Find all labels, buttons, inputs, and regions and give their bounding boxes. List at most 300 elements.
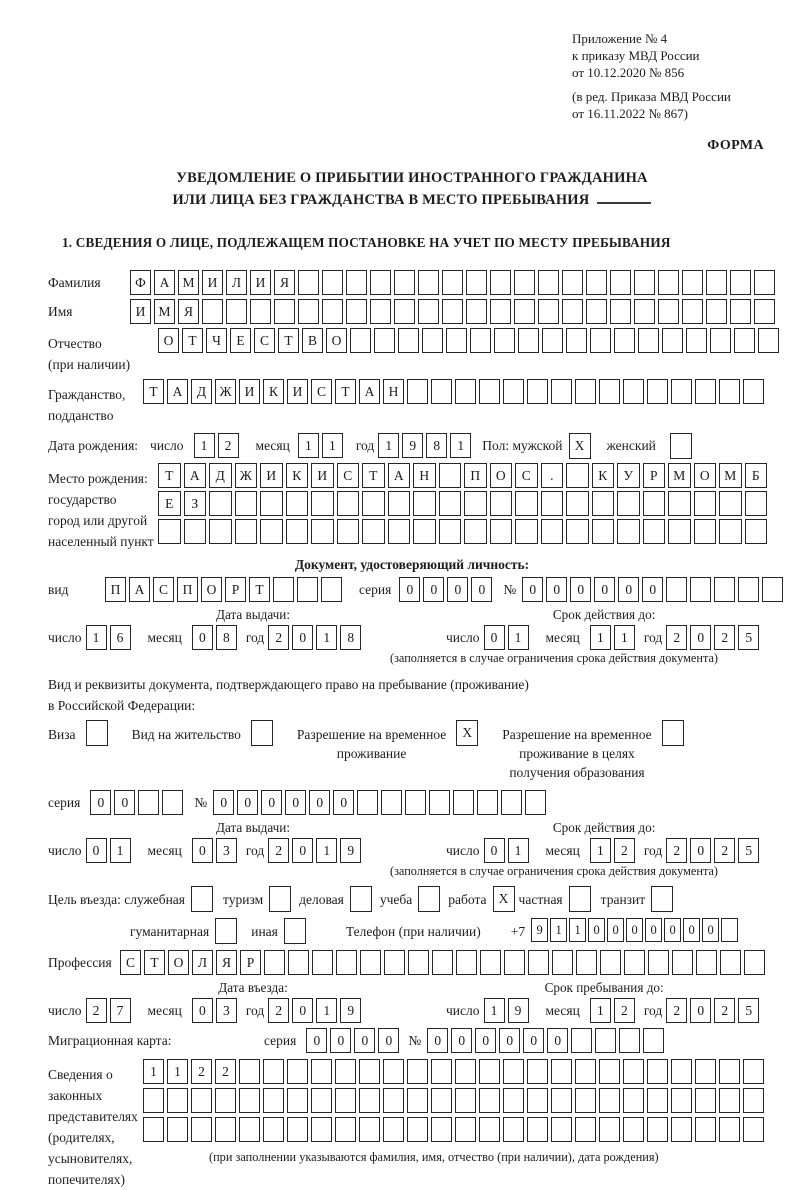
char-cell[interactable]: 1 xyxy=(484,998,505,1023)
char-cell[interactable]: 0 xyxy=(292,998,313,1023)
char-cell[interactable]: 0 xyxy=(475,1028,496,1053)
char-cell[interactable]: О xyxy=(201,577,222,602)
char-cell[interactable] xyxy=(456,950,477,975)
char-cell[interactable] xyxy=(322,299,343,324)
char-cell[interactable] xyxy=(719,1059,740,1084)
char-cell[interactable] xyxy=(672,950,693,975)
char-cell[interactable] xyxy=(527,1117,548,1142)
char-cell[interactable] xyxy=(682,270,703,295)
char-cell[interactable]: 0 xyxy=(86,838,107,863)
char-cell[interactable]: 0 xyxy=(292,625,313,650)
char-cell[interactable] xyxy=(599,379,620,404)
char-cell[interactable]: 2 xyxy=(714,998,735,1023)
char-cell[interactable] xyxy=(350,328,371,353)
char-cell[interactable]: 0 xyxy=(213,790,234,815)
char-cell[interactable] xyxy=(734,328,755,353)
char-cell[interactable] xyxy=(209,519,232,544)
char-cell[interactable] xyxy=(719,1117,740,1142)
char-cell[interactable] xyxy=(479,1059,500,1084)
char-cell[interactable] xyxy=(407,379,428,404)
char-cell[interactable]: 2 xyxy=(714,625,735,650)
char-cell[interactable]: С xyxy=(254,328,275,353)
char-cell[interactable]: С xyxy=(515,463,538,488)
char-cell[interactable] xyxy=(263,1059,284,1084)
char-cell[interactable]: И xyxy=(130,299,151,324)
char-cell[interactable]: 1 xyxy=(316,625,337,650)
char-cell[interactable] xyxy=(321,577,342,602)
char-cell[interactable]: 9 xyxy=(531,918,548,942)
char-cell[interactable] xyxy=(490,491,513,516)
char-cell[interactable]: 0 xyxy=(333,790,354,815)
char-cell[interactable]: 0 xyxy=(607,918,624,942)
char-cell[interactable] xyxy=(466,270,487,295)
char-cell[interactable]: 1 xyxy=(508,625,529,650)
char-cell[interactable] xyxy=(647,379,668,404)
char-cell[interactable]: 0 xyxy=(645,918,662,942)
char-cell[interactable] xyxy=(575,1088,596,1113)
char-cell[interactable] xyxy=(336,950,357,975)
char-cell[interactable] xyxy=(721,918,738,942)
char-cell[interactable]: С xyxy=(153,577,174,602)
char-cell[interactable] xyxy=(730,270,751,295)
purpose-humanitarian-checkbox[interactable] xyxy=(215,918,237,944)
char-cell[interactable]: 0 xyxy=(427,1028,448,1053)
char-cell[interactable] xyxy=(562,270,583,295)
char-cell[interactable] xyxy=(455,1059,476,1084)
char-cell[interactable] xyxy=(464,519,487,544)
char-cell[interactable] xyxy=(346,299,367,324)
char-cell[interactable]: 7 xyxy=(110,998,131,1023)
char-cell[interactable] xyxy=(514,299,535,324)
char-cell[interactable]: Ж xyxy=(215,379,236,404)
char-cell[interactable]: П xyxy=(105,577,126,602)
char-cell[interactable]: Т xyxy=(335,379,356,404)
char-cell[interactable]: Т xyxy=(249,577,270,602)
char-cell[interactable] xyxy=(743,1059,764,1084)
char-cell[interactable] xyxy=(357,790,378,815)
char-cell[interactable]: 3 xyxy=(216,998,237,1023)
char-cell[interactable] xyxy=(743,1088,764,1113)
char-cell[interactable]: А xyxy=(167,379,188,404)
char-cell[interactable] xyxy=(418,270,439,295)
char-cell[interactable]: 1 xyxy=(316,838,337,863)
char-cell[interactable] xyxy=(623,1117,644,1142)
char-cell[interactable] xyxy=(538,299,559,324)
char-cell[interactable]: 2 xyxy=(614,838,635,863)
char-cell[interactable]: Т xyxy=(158,463,181,488)
char-cell[interactable]: 2 xyxy=(215,1059,236,1084)
char-cell[interactable]: Р xyxy=(240,950,261,975)
char-cell[interactable] xyxy=(538,270,559,295)
char-cell[interactable] xyxy=(432,950,453,975)
char-cell[interactable] xyxy=(470,328,491,353)
char-cell[interactable]: 0 xyxy=(702,918,719,942)
char-cell[interactable] xyxy=(264,950,285,975)
char-cell[interactable] xyxy=(586,270,607,295)
char-cell[interactable] xyxy=(551,1059,572,1084)
char-cell[interactable] xyxy=(286,519,309,544)
char-cell[interactable]: И xyxy=(239,379,260,404)
char-cell[interactable] xyxy=(575,1059,596,1084)
char-cell[interactable]: 9 xyxy=(508,998,529,1023)
char-cell[interactable] xyxy=(407,1088,428,1113)
char-cell[interactable]: 9 xyxy=(340,998,361,1023)
char-cell[interactable] xyxy=(643,1028,664,1053)
char-cell[interactable]: 0 xyxy=(261,790,282,815)
char-cell[interactable] xyxy=(662,328,683,353)
char-cell[interactable]: К xyxy=(263,379,284,404)
char-cell[interactable]: 0 xyxy=(546,577,567,602)
char-cell[interactable]: С xyxy=(337,463,360,488)
char-cell[interactable]: 0 xyxy=(451,1028,472,1053)
char-cell[interactable]: Т xyxy=(143,379,164,404)
char-cell[interactable] xyxy=(479,1117,500,1142)
char-cell[interactable]: Н xyxy=(413,463,436,488)
char-cell[interactable] xyxy=(514,270,535,295)
char-cell[interactable] xyxy=(422,328,443,353)
char-cell[interactable] xyxy=(617,491,640,516)
purpose-transit-checkbox[interactable] xyxy=(651,886,673,912)
char-cell[interactable]: 1 xyxy=(550,918,567,942)
char-cell[interactable]: 0 xyxy=(423,577,444,602)
char-cell[interactable] xyxy=(671,1059,692,1084)
char-cell[interactable] xyxy=(288,950,309,975)
char-cell[interactable] xyxy=(666,577,687,602)
char-cell[interactable] xyxy=(312,950,333,975)
char-cell[interactable] xyxy=(695,1117,716,1142)
char-cell[interactable] xyxy=(745,491,768,516)
char-cell[interactable] xyxy=(623,1059,644,1084)
char-cell[interactable] xyxy=(479,379,500,404)
char-cell[interactable] xyxy=(235,491,258,516)
char-cell[interactable]: П xyxy=(464,463,487,488)
char-cell[interactable]: 0 xyxy=(90,790,111,815)
char-cell[interactable]: 1 xyxy=(590,625,611,650)
char-cell[interactable] xyxy=(528,950,549,975)
char-cell[interactable] xyxy=(388,519,411,544)
char-cell[interactable] xyxy=(359,1117,380,1142)
char-cell[interactable] xyxy=(337,519,360,544)
char-cell[interactable] xyxy=(696,950,717,975)
char-cell[interactable]: Е xyxy=(230,328,251,353)
char-cell[interactable] xyxy=(619,1028,640,1053)
char-cell[interactable]: О xyxy=(158,328,179,353)
char-cell[interactable] xyxy=(362,491,385,516)
char-cell[interactable] xyxy=(405,790,426,815)
char-cell[interactable] xyxy=(634,299,655,324)
char-cell[interactable]: 0 xyxy=(285,790,306,815)
char-cell[interactable] xyxy=(682,299,703,324)
char-cell[interactable] xyxy=(453,790,474,815)
char-cell[interactable] xyxy=(738,577,759,602)
char-cell[interactable]: 0 xyxy=(447,577,468,602)
char-cell[interactable] xyxy=(551,1088,572,1113)
char-cell[interactable] xyxy=(541,519,564,544)
char-cell[interactable]: Р xyxy=(225,577,246,602)
char-cell[interactable] xyxy=(592,519,615,544)
char-cell[interactable] xyxy=(527,379,548,404)
char-cell[interactable] xyxy=(184,519,207,544)
char-cell[interactable] xyxy=(658,270,679,295)
char-cell[interactable] xyxy=(515,519,538,544)
char-cell[interactable]: М xyxy=(178,270,199,295)
char-cell[interactable]: М xyxy=(668,463,691,488)
char-cell[interactable] xyxy=(167,1088,188,1113)
char-cell[interactable] xyxy=(745,519,768,544)
char-cell[interactable] xyxy=(695,1059,716,1084)
char-cell[interactable] xyxy=(648,950,669,975)
char-cell[interactable] xyxy=(503,1088,524,1113)
char-cell[interactable]: 2 xyxy=(666,838,687,863)
char-cell[interactable] xyxy=(439,463,462,488)
char-cell[interactable] xyxy=(744,950,765,975)
purpose-business-checkbox[interactable] xyxy=(350,886,372,912)
char-cell[interactable] xyxy=(503,1117,524,1142)
char-cell[interactable] xyxy=(690,577,711,602)
char-cell[interactable] xyxy=(286,491,309,516)
char-cell[interactable]: 1 xyxy=(378,433,399,458)
char-cell[interactable] xyxy=(370,299,391,324)
char-cell[interactable] xyxy=(298,299,319,324)
char-cell[interactable]: 0 xyxy=(309,790,330,815)
purpose-study-checkbox[interactable] xyxy=(418,886,440,912)
char-cell[interactable]: 0 xyxy=(484,838,505,863)
char-cell[interactable] xyxy=(431,1059,452,1084)
char-cell[interactable] xyxy=(418,299,439,324)
char-cell[interactable] xyxy=(360,950,381,975)
char-cell[interactable]: 0 xyxy=(484,625,505,650)
char-cell[interactable]: . xyxy=(541,463,564,488)
char-cell[interactable] xyxy=(442,270,463,295)
char-cell[interactable]: И xyxy=(311,463,334,488)
char-cell[interactable]: И xyxy=(287,379,308,404)
char-cell[interactable]: 1 xyxy=(590,838,611,863)
char-cell[interactable] xyxy=(490,299,511,324)
char-cell[interactable] xyxy=(623,379,644,404)
char-cell[interactable]: 1 xyxy=(508,838,529,863)
char-cell[interactable] xyxy=(518,328,539,353)
char-cell[interactable] xyxy=(614,328,635,353)
char-cell[interactable]: А xyxy=(359,379,380,404)
char-cell[interactable] xyxy=(431,1088,452,1113)
char-cell[interactable]: 2 xyxy=(218,433,239,458)
char-cell[interactable]: Ж xyxy=(235,463,258,488)
char-cell[interactable]: К xyxy=(286,463,309,488)
char-cell[interactable]: 1 xyxy=(167,1059,188,1084)
char-cell[interactable] xyxy=(586,299,607,324)
char-cell[interactable] xyxy=(431,379,452,404)
char-cell[interactable]: О xyxy=(168,950,189,975)
char-cell[interactable]: О xyxy=(490,463,513,488)
char-cell[interactable] xyxy=(562,299,583,324)
char-cell[interactable] xyxy=(335,1059,356,1084)
char-cell[interactable] xyxy=(647,1059,668,1084)
char-cell[interactable] xyxy=(575,1117,596,1142)
char-cell[interactable] xyxy=(429,790,450,815)
char-cell[interactable] xyxy=(235,519,258,544)
char-cell[interactable] xyxy=(503,1059,524,1084)
char-cell[interactable] xyxy=(464,491,487,516)
char-cell[interactable] xyxy=(138,790,159,815)
char-cell[interactable] xyxy=(311,519,334,544)
char-cell[interactable] xyxy=(239,1059,260,1084)
char-cell[interactable] xyxy=(287,1117,308,1142)
char-cell[interactable] xyxy=(383,1059,404,1084)
char-cell[interactable]: 0 xyxy=(114,790,135,815)
char-cell[interactable]: О xyxy=(694,463,717,488)
char-cell[interactable] xyxy=(239,1088,260,1113)
char-cell[interactable] xyxy=(503,379,524,404)
char-cell[interactable] xyxy=(494,328,515,353)
char-cell[interactable] xyxy=(446,328,467,353)
char-cell[interactable]: 9 xyxy=(402,433,423,458)
char-cell[interactable]: 0 xyxy=(306,1028,327,1053)
char-cell[interactable] xyxy=(394,299,415,324)
char-cell[interactable]: Ф xyxy=(130,270,151,295)
char-cell[interactable]: 0 xyxy=(683,918,700,942)
char-cell[interactable]: Т xyxy=(362,463,385,488)
char-cell[interactable] xyxy=(571,1028,592,1053)
char-cell[interactable] xyxy=(287,1059,308,1084)
char-cell[interactable]: 1 xyxy=(614,625,635,650)
char-cell[interactable] xyxy=(706,270,727,295)
char-cell[interactable] xyxy=(643,491,666,516)
char-cell[interactable]: 1 xyxy=(316,998,337,1023)
char-cell[interactable] xyxy=(359,1059,380,1084)
char-cell[interactable] xyxy=(617,519,640,544)
char-cell[interactable] xyxy=(263,1088,284,1113)
char-cell[interactable] xyxy=(209,491,232,516)
char-cell[interactable]: 0 xyxy=(237,790,258,815)
char-cell[interactable] xyxy=(541,491,564,516)
char-cell[interactable]: И xyxy=(202,270,223,295)
char-cell[interactable]: А xyxy=(129,577,150,602)
char-cell[interactable] xyxy=(638,328,659,353)
char-cell[interactable] xyxy=(706,299,727,324)
char-cell[interactable] xyxy=(599,1059,620,1084)
char-cell[interactable]: А xyxy=(154,270,175,295)
char-cell[interactable]: Я xyxy=(216,950,237,975)
char-cell[interactable] xyxy=(647,1117,668,1142)
char-cell[interactable]: Я xyxy=(178,299,199,324)
char-cell[interactable] xyxy=(311,1059,332,1084)
char-cell[interactable]: 2 xyxy=(268,998,289,1023)
char-cell[interactable] xyxy=(671,379,692,404)
purpose-work-checkbox[interactable]: X xyxy=(493,886,515,912)
char-cell[interactable] xyxy=(226,299,247,324)
char-cell[interactable]: С xyxy=(120,950,141,975)
char-cell[interactable] xyxy=(490,519,513,544)
char-cell[interactable] xyxy=(466,299,487,324)
char-cell[interactable]: И xyxy=(250,270,271,295)
char-cell[interactable] xyxy=(413,519,436,544)
char-cell[interactable]: 9 xyxy=(340,838,361,863)
char-cell[interactable] xyxy=(719,491,742,516)
char-cell[interactable] xyxy=(576,950,597,975)
char-cell[interactable] xyxy=(686,328,707,353)
char-cell[interactable]: 0 xyxy=(499,1028,520,1053)
char-cell[interactable]: 0 xyxy=(292,838,313,863)
char-cell[interactable]: 8 xyxy=(216,625,237,650)
visa-checkbox[interactable] xyxy=(86,720,108,746)
char-cell[interactable]: 0 xyxy=(642,577,663,602)
char-cell[interactable] xyxy=(643,519,666,544)
char-cell[interactable]: 0 xyxy=(618,577,639,602)
char-cell[interactable]: С xyxy=(311,379,332,404)
char-cell[interactable] xyxy=(413,491,436,516)
char-cell[interactable] xyxy=(439,519,462,544)
purpose-other-checkbox[interactable] xyxy=(284,918,306,944)
char-cell[interactable] xyxy=(671,1088,692,1113)
char-cell[interactable]: 2 xyxy=(268,838,289,863)
char-cell[interactable]: 0 xyxy=(690,625,711,650)
char-cell[interactable] xyxy=(274,299,295,324)
char-cell[interactable]: 5 xyxy=(738,838,759,863)
char-cell[interactable]: М xyxy=(154,299,175,324)
char-cell[interactable] xyxy=(730,299,751,324)
char-cell[interactable] xyxy=(383,1088,404,1113)
char-cell[interactable] xyxy=(384,950,405,975)
gender-female-checkbox[interactable] xyxy=(670,433,692,459)
char-cell[interactable]: 0 xyxy=(378,1028,399,1053)
char-cell[interactable]: 0 xyxy=(690,998,711,1023)
char-cell[interactable]: 3 xyxy=(216,838,237,863)
temp-residence-checkbox[interactable]: X xyxy=(456,720,478,746)
gender-male-checkbox[interactable]: X xyxy=(569,433,591,459)
char-cell[interactable]: 0 xyxy=(588,918,605,942)
char-cell[interactable] xyxy=(477,790,498,815)
char-cell[interactable] xyxy=(566,491,589,516)
char-cell[interactable] xyxy=(623,1088,644,1113)
char-cell[interactable]: А xyxy=(388,463,411,488)
char-cell[interactable]: Л xyxy=(192,950,213,975)
char-cell[interactable]: 1 xyxy=(298,433,319,458)
char-cell[interactable] xyxy=(668,519,691,544)
char-cell[interactable] xyxy=(335,1088,356,1113)
char-cell[interactable] xyxy=(710,328,731,353)
char-cell[interactable]: 1 xyxy=(590,998,611,1023)
char-cell[interactable] xyxy=(542,328,563,353)
char-cell[interactable] xyxy=(311,1088,332,1113)
char-cell[interactable] xyxy=(202,299,223,324)
char-cell[interactable] xyxy=(167,1117,188,1142)
char-cell[interactable] xyxy=(407,1117,428,1142)
char-cell[interactable] xyxy=(388,491,411,516)
char-cell[interactable] xyxy=(158,519,181,544)
char-cell[interactable] xyxy=(719,379,740,404)
char-cell[interactable]: Л xyxy=(226,270,247,295)
purpose-tourism-checkbox[interactable] xyxy=(269,886,291,912)
char-cell[interactable] xyxy=(719,519,742,544)
char-cell[interactable] xyxy=(337,491,360,516)
char-cell[interactable] xyxy=(758,328,779,353)
char-cell[interactable] xyxy=(527,1059,548,1084)
char-cell[interactable] xyxy=(297,577,318,602)
char-cell[interactable]: М xyxy=(719,463,742,488)
char-cell[interactable] xyxy=(527,1088,548,1113)
char-cell[interactable] xyxy=(501,790,522,815)
char-cell[interactable] xyxy=(191,1117,212,1142)
char-cell[interactable] xyxy=(624,950,645,975)
char-cell[interactable] xyxy=(566,463,589,488)
char-cell[interactable] xyxy=(311,491,334,516)
char-cell[interactable]: 0 xyxy=(547,1028,568,1053)
char-cell[interactable] xyxy=(599,1117,620,1142)
char-cell[interactable] xyxy=(762,577,783,602)
char-cell[interactable]: 1 xyxy=(86,625,107,650)
char-cell[interactable] xyxy=(647,1088,668,1113)
char-cell[interactable]: Д xyxy=(209,463,232,488)
